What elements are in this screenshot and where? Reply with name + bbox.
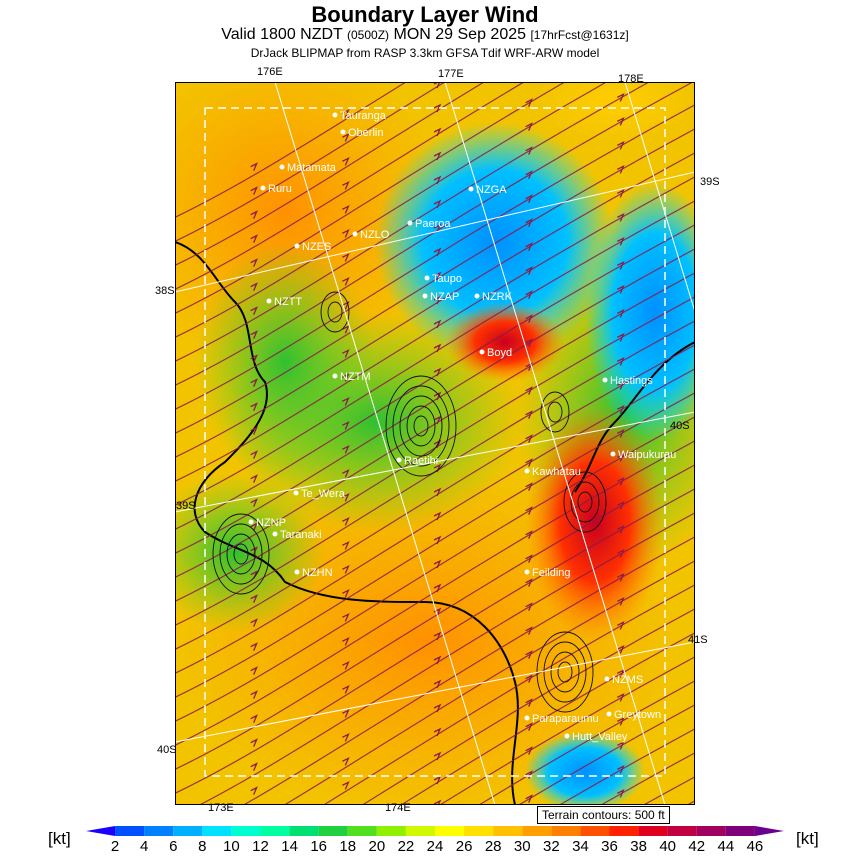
scale-swatch <box>493 826 522 836</box>
scale-swatch <box>580 826 609 836</box>
scale-swatch <box>144 826 173 836</box>
place-dot-ruru <box>261 186 266 191</box>
place-label: NZMS <box>612 674 644 686</box>
scale-swatch <box>639 826 668 836</box>
lat-label-39s-right: 39S <box>700 176 720 188</box>
place-dot-hutt_valley <box>565 734 570 739</box>
lat-label-38s: 38S <box>155 285 175 297</box>
place-dot-nzrk <box>475 294 480 299</box>
valid-time-line <box>0 26 850 44</box>
color-scale-bar <box>86 826 784 836</box>
place-dot-nzlo <box>353 232 358 237</box>
place-label: Oberlin <box>348 127 384 139</box>
scale-swatch <box>377 826 406 836</box>
scale-swatch <box>173 826 202 836</box>
place-dot-taranaki <box>273 532 278 537</box>
unit-label-left: [kt] <box>48 829 71 848</box>
scale-tick-label: 32 <box>542 838 560 855</box>
place-label: NZGA <box>476 184 507 196</box>
place-dot-oberlin <box>341 130 346 135</box>
scale-tick-label: 2 <box>110 838 120 855</box>
scale-swatch <box>464 826 493 836</box>
scale-tick-label: 38 <box>630 838 647 855</box>
place-label: NZRK <box>482 291 512 303</box>
field-red-ruahine <box>525 402 665 642</box>
forecast-tag: [17hrFcst@1631z] <box>530 28 629 42</box>
place-label: Te_Wera <box>301 488 345 500</box>
scale-swatch <box>726 826 755 836</box>
scale-tick-label: 40 <box>659 838 676 855</box>
place-label: NZHN <box>302 567 333 579</box>
place-dot-nztm <box>333 374 338 379</box>
scale-swatch <box>435 826 464 836</box>
place-label: NZNP <box>256 517 286 529</box>
scale-tick-label: 42 <box>688 838 706 855</box>
lat-label-40s-right: 40S <box>670 420 690 432</box>
scale-swatch <box>551 826 580 836</box>
place-dot-paraparaumu <box>525 716 530 721</box>
place-dot-tauranga <box>333 113 338 118</box>
place-dot-matamata <box>280 165 285 170</box>
scale-swatch <box>610 826 639 836</box>
wind-map <box>175 82 695 805</box>
place-label: Kawhatau <box>532 466 581 478</box>
place-dot-paeroa <box>408 221 413 226</box>
scale-tick-label: 34 <box>572 838 589 855</box>
lon-label-173e: 173E <box>208 802 234 814</box>
place-dot-kawhatau <box>525 469 530 474</box>
place-label: Hutt_Valley <box>572 731 628 743</box>
scale-swatch <box>755 826 784 836</box>
place-dot-taupo <box>425 276 430 281</box>
scale-swatch <box>668 826 697 836</box>
lat-label-39s: 39S <box>176 500 196 512</box>
unit-label-right: [kt] <box>796 829 819 848</box>
scale-tick-label: 12 <box>252 838 269 855</box>
place-label: Taupo <box>432 273 462 285</box>
scale-swatch <box>86 826 115 836</box>
place-label: NZLO <box>360 229 390 241</box>
scale-tick-label: 24 <box>426 838 444 855</box>
scale-tick-label: 46 <box>746 838 764 855</box>
scale-tick-label: 14 <box>281 838 298 855</box>
scale-swatch <box>231 826 260 836</box>
scale-swatch <box>319 826 348 836</box>
valid-main: Valid 1800 NZDT <box>221 26 343 43</box>
place-label: Paeroa <box>415 218 451 230</box>
place-label: NZAP <box>430 291 460 303</box>
place-label: Matamata <box>287 162 336 174</box>
lon-label-174e: 174E <box>385 802 411 814</box>
scale-swatch <box>115 826 144 836</box>
place-dot-nzga <box>469 187 474 192</box>
place-label: Hastings <box>610 375 653 387</box>
scale-tick-label: 30 <box>513 838 531 855</box>
scale-swatch <box>261 826 290 836</box>
place-dot-nzhn <box>295 570 300 575</box>
place-dot-nzes <box>295 244 300 249</box>
scale-tick-label: 16 <box>310 838 327 855</box>
scale-tick-label: 44 <box>717 838 735 855</box>
scale-swatch <box>202 826 231 836</box>
scale-tick-label: 20 <box>368 838 386 855</box>
place-label: Raetihi <box>404 455 439 467</box>
terrain-contour-note: Terrain contours: 500 ft <box>537 806 670 824</box>
place-label: Waipukurau <box>618 449 677 461</box>
scale-tick-label: 36 <box>601 838 618 855</box>
lon-label-176e: 176E <box>257 66 283 78</box>
place-label: NZTM <box>340 371 371 383</box>
chart-title: Boundary Layer Wind <box>311 2 539 27</box>
place-dot-raetihi <box>397 458 402 463</box>
field-red-central <box>445 302 565 382</box>
lon-label-178e: 178E <box>618 73 644 85</box>
scale-swatch <box>406 826 435 836</box>
place-dot-feilding <box>525 570 530 575</box>
place-dot-nzap <box>423 294 428 299</box>
place-dot-nznp <box>249 520 254 525</box>
scale-swatch <box>290 826 319 836</box>
lat-label-40s: 40S <box>157 744 177 756</box>
place-label: Boyd <box>487 347 513 359</box>
place-label: Paraparaumu <box>532 713 599 725</box>
scale-tick-label: 8 <box>198 838 207 855</box>
scale-tick-label: 22 <box>397 838 415 855</box>
scale-swatch <box>348 826 377 836</box>
place-dot-boyd <box>480 350 485 355</box>
place-label: NZTT <box>274 296 303 308</box>
scale-tick-label: 26 <box>455 838 473 855</box>
lat-label-41s-right: 41S <box>688 634 708 646</box>
valid-date: MON 29 Sep 2025 <box>393 26 527 43</box>
scale-tick-label: 10 <box>223 838 240 855</box>
place-label: NZES <box>302 241 332 253</box>
place-dot-waipukurau <box>611 452 616 457</box>
place-label: Feilding <box>532 567 571 579</box>
place-label: Ruru <box>268 183 292 195</box>
scale-tick-label: 18 <box>339 838 357 855</box>
valid-z: (0500Z) <box>347 28 390 42</box>
place-label: Taranaki <box>280 529 322 541</box>
place-label: Greytown <box>614 709 662 721</box>
place-dot-nzms <box>605 677 610 682</box>
scale-tick-label: 28 <box>484 838 502 855</box>
scale-swatch <box>697 826 726 836</box>
scale-tick-label: 4 <box>139 838 149 855</box>
lon-label-177e: 177E <box>438 68 464 80</box>
place-dot-te_wera <box>294 491 299 496</box>
place-dot-hastings <box>603 378 608 383</box>
model-line: DrJack BLIPMAP from RASP 3.3km GFSA Tdif WRF-ARW model <box>250 46 600 60</box>
place-label: Tauranga <box>340 110 386 122</box>
place-dot-greytown <box>607 712 612 717</box>
scale-swatch <box>522 826 551 836</box>
scale-tick-label: 6 <box>169 838 178 855</box>
place-dot-nztt <box>267 299 272 304</box>
